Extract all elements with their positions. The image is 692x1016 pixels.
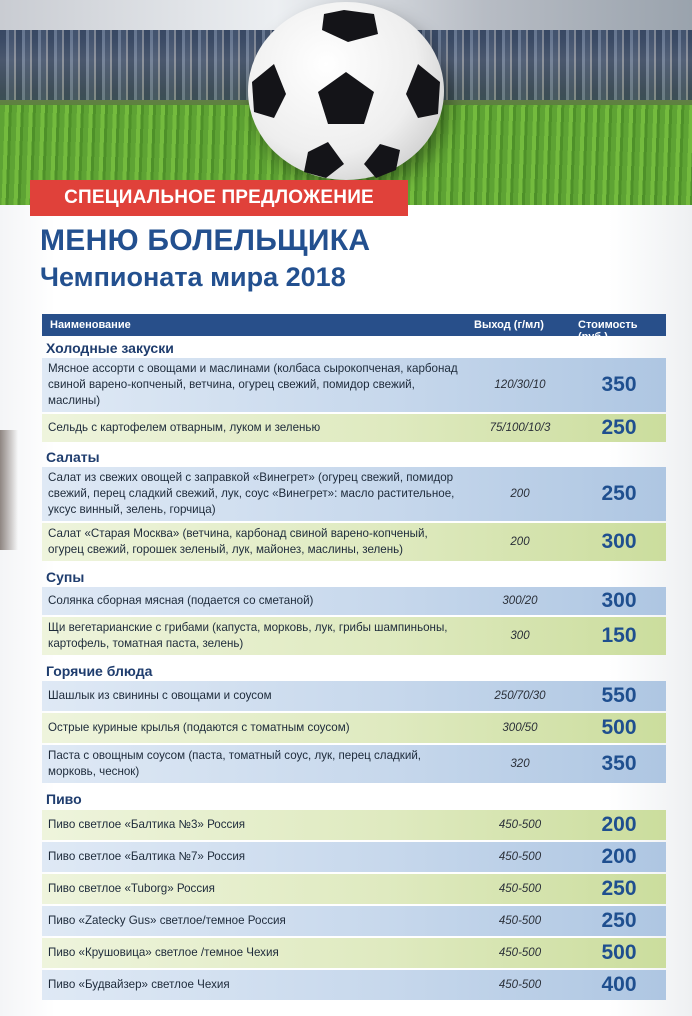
item-name: Пиво светлое «Балтика №7» Россия	[48, 850, 246, 863]
special-offer-badge: СПЕЦИАЛЬНОЕ ПРЕДЛОЖЕНИЕ	[30, 180, 408, 216]
item-price: 200	[601, 813, 637, 836]
item-name: Пиво светлое «Балтика №3» Россия	[48, 818, 246, 831]
table-header	[42, 314, 666, 343]
col-name-header: Наименование	[50, 319, 131, 331]
item-yield: 300/50	[502, 722, 538, 734]
item-price: 250	[601, 416, 637, 439]
item-name: Острые куриные крылья (подаются с томатным соусом)	[48, 721, 350, 734]
section-cold-starters: Холодные закуски	[46, 340, 174, 356]
item-yield: 300	[510, 630, 530, 642]
item-yield: 200	[510, 488, 530, 500]
item-name: Щи вегетарианские с грибами (капуста, морковь, лук, грибы шампиньоны, картофель, томатная паста, зелень)	[48, 621, 448, 650]
item-price: 300	[601, 530, 637, 553]
page-title: МЕНЮ БОЛЕЛЬЩИКА	[40, 224, 371, 257]
item-price: 300	[601, 589, 637, 612]
item-yield: 250/70/30	[494, 690, 546, 702]
item-name: Сельдь с картофелем отварным, луком и зеленью	[48, 421, 321, 434]
item-price: 500	[601, 716, 637, 739]
table-row	[42, 467, 666, 521]
table-row	[42, 587, 666, 615]
table-row	[42, 617, 666, 655]
item-yield: 450-500	[498, 819, 542, 831]
item-price: 250	[601, 877, 637, 900]
col-yield-header: Выход (г/мл)	[474, 319, 544, 331]
item-yield: 200	[510, 536, 530, 548]
col-price-header: Стоимость (руб.)	[578, 319, 638, 343]
section-hot-dishes: Горячие блюда	[46, 663, 153, 679]
item-price: 250	[601, 909, 637, 932]
soccer-ball-icon	[248, 2, 444, 180]
page-subtitle: Чемпионата мира 2018	[40, 262, 346, 292]
table-row	[42, 906, 666, 936]
table-row	[42, 523, 666, 561]
table-row	[42, 713, 666, 743]
section-salads: Салаты	[46, 449, 100, 465]
item-yield: 450-500	[498, 915, 542, 927]
item-name: Пиво «Zatecky Gus» светлое/темное Россия	[48, 914, 286, 927]
table-row	[42, 970, 666, 1000]
section-soups: Супы	[46, 569, 85, 585]
table-row	[42, 358, 666, 412]
item-yield: 300/20	[502, 595, 538, 607]
item-price: 150	[601, 624, 637, 647]
item-yield: 450-500	[498, 947, 542, 959]
item-name: Мясное ассорти с овощами и маслинами (колбаса сырокопченая, карбонад свиной варено-копченый, ветчина, огурец свежий, помидор свежий, маслины)	[48, 362, 458, 407]
item-price: 350	[601, 373, 637, 396]
item-name: Паста с овощным соусом (паста, томатный соус, лук, перец сладкий, морковь, чеснок)	[48, 749, 422, 778]
section-beer: Пиво	[46, 791, 82, 807]
item-name: Шашлык из свинины с овощами и соусом	[48, 689, 272, 702]
item-yield: 75/100/10/3	[489, 422, 551, 434]
item-price: 200	[601, 845, 637, 868]
item-price: 500	[601, 941, 637, 964]
item-yield: 450-500	[498, 851, 542, 863]
item-price: 250	[601, 482, 637, 505]
thumb-shadow	[0, 430, 18, 550]
table-row	[42, 842, 666, 872]
item-price: 400	[601, 973, 637, 996]
item-name: Салат «Старая Москва» (ветчина, карбонад свиной варено-копченый, огурец свежий, горошек зеленый, лук, майонез, маслины, зелень)	[48, 527, 428, 556]
item-name: Пиво «Крушовица» светлое /темное Чехия	[48, 946, 279, 959]
table-row	[42, 681, 666, 711]
item-yield: 320	[510, 758, 530, 770]
table-row	[42, 874, 666, 904]
item-name: Солянка сборная мясная (подается со сметаной)	[48, 594, 314, 607]
item-yield: 450-500	[498, 883, 542, 895]
table-row	[42, 414, 666, 442]
table-row	[42, 745, 666, 783]
item-yield: 120/30/10	[494, 379, 546, 391]
item-name: Пиво «Будвайзер» светлое Чехия	[48, 978, 230, 991]
item-name: Салат из свежих овощей с заправкой «Винегрет» (огурец свежий, помидор свежий, перец сладкий свежий, лук, соус «Винегрет»: масло растительное, уксус винный, зелень, горчица)	[48, 471, 455, 516]
table-row	[42, 938, 666, 968]
item-yield: 450-500	[498, 979, 542, 991]
table-row	[42, 810, 666, 840]
item-price: 550	[601, 684, 637, 707]
item-price: 350	[601, 752, 637, 775]
item-name: Пиво светлое «Tuborg» Россия	[48, 882, 215, 895]
